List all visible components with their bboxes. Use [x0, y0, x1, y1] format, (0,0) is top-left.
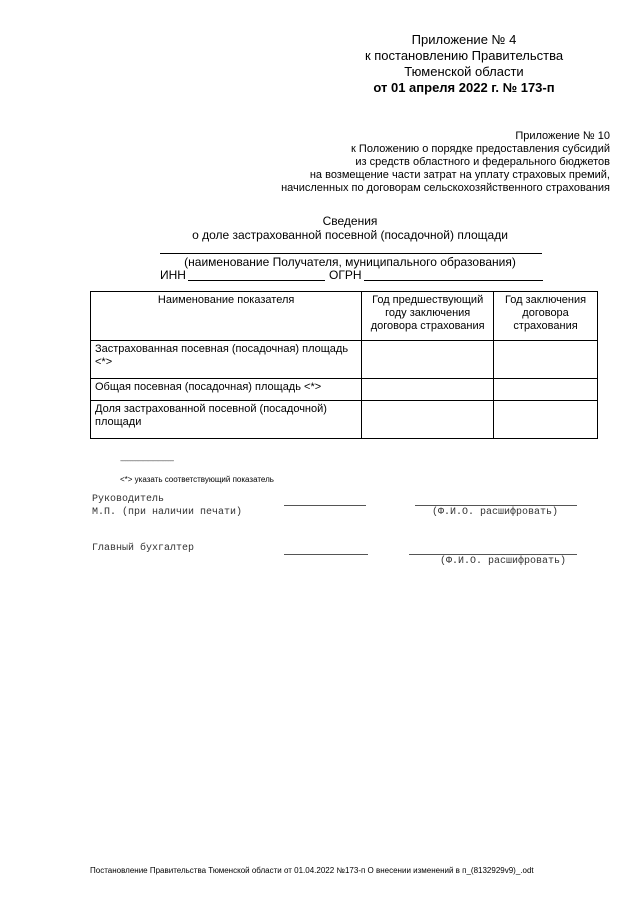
cell-total-area-prev[interactable]: [362, 379, 494, 401]
seal-label: М.П. (при наличии печати): [92, 507, 243, 518]
accountant-signature-line: [284, 554, 368, 555]
head-signature-line: [284, 505, 366, 506]
row-insured-share: Доля застрахованной посевной (посадочной) площади: [91, 401, 362, 439]
accountant-label: Главный бухгалтер: [92, 543, 195, 554]
resolution-appendix-number: Приложение № 4: [411, 32, 517, 47]
row-total-area: Общая посевная (посадочная) площадь <*>: [91, 379, 362, 401]
resolution-to-government: к постановлению Правительства: [364, 48, 564, 63]
ogrn-line: [364, 280, 543, 281]
table-row: [91, 379, 598, 401]
resolution-header: [334, 32, 594, 96]
table-row: [91, 401, 598, 439]
appendix-line-5: начисленных по договорам сельскохозяйственного страхования: [281, 182, 610, 194]
head-name-line: [415, 505, 577, 506]
ogrn-label: ОГРН: [329, 268, 362, 282]
appendix-header: [281, 130, 610, 195]
appendix-line-4: на возмещение части затрат на уплату страховых премий,: [309, 169, 610, 181]
title-line-2: о доле застрахованной посевной (посадочной) площади: [192, 228, 508, 242]
indicators-table: [90, 291, 598, 439]
recipient-name-line: [160, 253, 542, 254]
head-decode-caption: (Ф.И.О. расшифровать): [432, 507, 559, 518]
table-row: [91, 341, 598, 379]
cell-insured-area-contract[interactable]: [494, 341, 598, 379]
inn-line: [188, 280, 325, 281]
cell-insured-area-prev[interactable]: [362, 341, 494, 379]
accountant-decode-caption: (Ф.И.О. расшифровать): [440, 556, 567, 567]
document-title: [150, 214, 550, 242]
table-header-row: [91, 292, 598, 341]
document-footer: Постановление Правительства Тюменской области от 01.04.2022 №173-п О внесении изменений в п_(8132929v9)_.odt: [90, 866, 534, 875]
resolution-region: Тюменской области: [404, 64, 524, 79]
recipient-caption: (наименование Получателя, муниципального образования): [184, 255, 516, 269]
row-insured-area: Застрахованная посевная (посадочная) площадь <*>: [91, 341, 362, 379]
header-contract-year: Год заключения договора страхования: [494, 292, 598, 341]
appendix-number: Приложение № 10: [515, 130, 610, 142]
title-line-1: Сведения: [322, 214, 378, 228]
cell-insured-share-contract[interactable]: [494, 401, 598, 439]
appendix-line-3: из средств областного и федерального бюджетов: [355, 156, 610, 168]
header-previous-year: Год предшествующий году заключения договора страхования: [362, 292, 494, 341]
cell-insured-share-prev[interactable]: [362, 401, 494, 439]
header-indicator-name: Наименование показателя: [91, 292, 362, 341]
cell-total-area-contract[interactable]: [494, 379, 598, 401]
note-text: <*> указать соответствующий показатель: [120, 475, 274, 484]
appendix-line-2: к Положению о порядке предоставления субсидий: [351, 143, 610, 155]
resolution-date-number: от 01 апреля 2022 г. № 173-п: [373, 80, 555, 95]
head-label: Руководитель: [92, 494, 165, 505]
note-separator: --------------------------------: [120, 456, 174, 465]
accountant-name-line: [409, 554, 577, 555]
inn-label: ИНН: [160, 268, 186, 282]
